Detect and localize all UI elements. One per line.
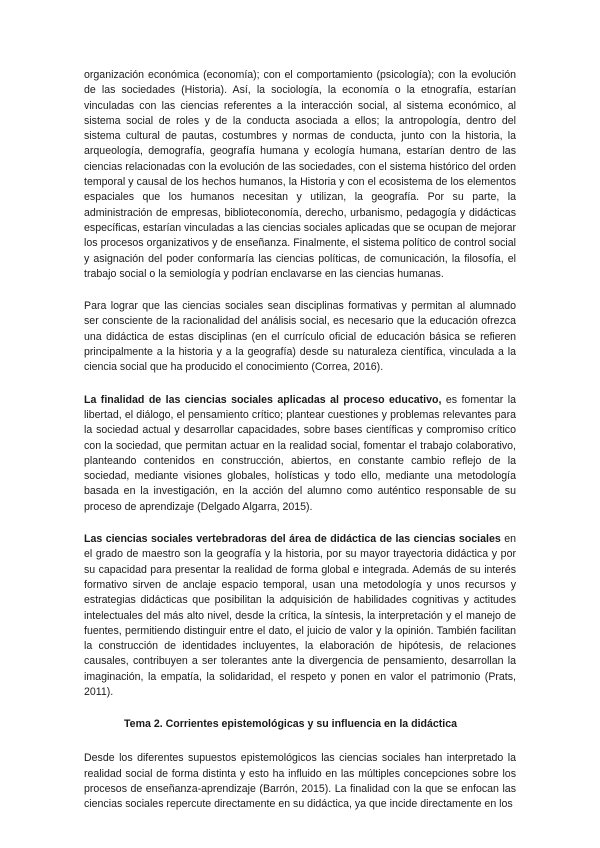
paragraph-educational-purpose <box>84 393 516 515</box>
paragraph-epistemological-assumptions <box>84 751 516 812</box>
paragraph-lead-bold: Las ciencias sociales vertebradoras del área de didáctica de las ciencias sociales <box>84 533 501 546</box>
paragraph-social-sciences-classification <box>84 68 516 282</box>
section-heading: Tema 2. Corrientes epistemológicas y su influencia en la didáctica <box>124 718 458 731</box>
paragraph-text: Para lograr que las ciencias sociales sean disciplinas formativas y permitan al alumnado ser consciente de la racionalidad del análisis social, es necesario que la educación ofrezca una didáctica de estas disciplinas (en el currículo oficial de educación básica se refieren principalmente a la historia y a la geografía) desde su naturaleza científica, vinculada a la ciencia social que ha producido el conocimiento (Correa, 2016). <box>84 300 516 374</box>
paragraph-text: en el grado de maestro son la geografía y la historia, por su mayor trayectoria didáctica y por su capacidad para presentar la realidad de forma global e integrada. Además de su interés formativo sirven de anclaje espacio temporal, usan una metodología y unos recursos y estrategias didácticas que posibilitan la adquisición de habilidades cognitivas y actitudes intelectuales del más alto nivel, desde la crítica, la síntesis, la interpretación y el manejo de fuentes, permitiendo distinguir entre el dato, el juicio de valor y la opinión. También facilitan la construcción de identidades incluyentes, la elaboración de hipótesis, de relaciones causales, contribuyen a ser tolerantes ante la divergencia de pensamiento, desarrollan la imaginación, la empatía, la solidaridad, el respeto y ponen en valor el patrimonio (Prats, 2011). <box>84 533 516 698</box>
paragraph-text: organización económica (economía); con el comportamiento (psicología); con la evolución de las sociedades (Historia). Así, la sociología, la economía o la etnografía, estarían vinculadas con las ciencias referentes a la interacción social, al sistema económico, al sistema social de roles y de la conducta asociada a ellos; la antropología, dentro del sistema cultural de pautas, costumbres y normas de conducta, junto con la historia, la arqueología, demografía, geografía humana y ecología humana, estarían dentro de las ciencias relacionadas con la evolución de las sociedades, con el sistema histórico del orden temporal y causal de los hechos humanos, la Historia y con el ecosistema de los elementos espaciales que los humanos necesitan y utilizan, la geografía. Por su parte, la administración de empresas, biblioteconomía, derecho, urbanismo, pedagogía y didácticas específicas, estarían vinculadas a las ciencias sociales aplicadas que se ocupan de mejorar los procesos organizativos y de enseñanza. Finalmente, el sistema político de control social y asignación del poder conformaría las ciencias políticas, de comunicación, la filosofía, el trabajo social o la semiología y podrían enclavarse en las ciencias humanas. <box>84 69 516 280</box>
paragraph-formative-disciplines <box>84 299 516 375</box>
paragraph-core-sciences <box>84 532 516 700</box>
paragraph-lead-bold: La finalidad de las ciencias sociales aplicadas al proceso educativo, <box>84 393 442 406</box>
paragraph-text: es fomentar la libertad, el diálogo, el pensamiento crítico; plantear cuestiones y problemas relevantes para la sociedad actual y desarrollar capacidades, sobre bases científicas y compromiso crítico con la sociedad, que permitan actuar en la realidad social, fomentar el trabajo colaborativo, planteando contenidos en construcción, abiertos, en constante cambio reflejo de la sociedad, mediante visiones globales, holísticas y todo ello, mediante una metodología basada en la investigación, en la acción del alumno como auténtico responsable de su proceso de aprendizaje (Delgado Algarra, 2015). <box>84 393 516 513</box>
paragraph-text: Desde los diferentes supuestos epistemológicos las ciencias sociales han interpretado la realidad social de forma distinta y esto ha influido en las múltiples concepciones sobre los procesos de enseñanza-aprendizaje (Barrón, 2015). La finalidad con la que se enfocan las ciencias sociales repercute directamente en su didáctica, ya que incide directamente en los <box>84 752 516 811</box>
